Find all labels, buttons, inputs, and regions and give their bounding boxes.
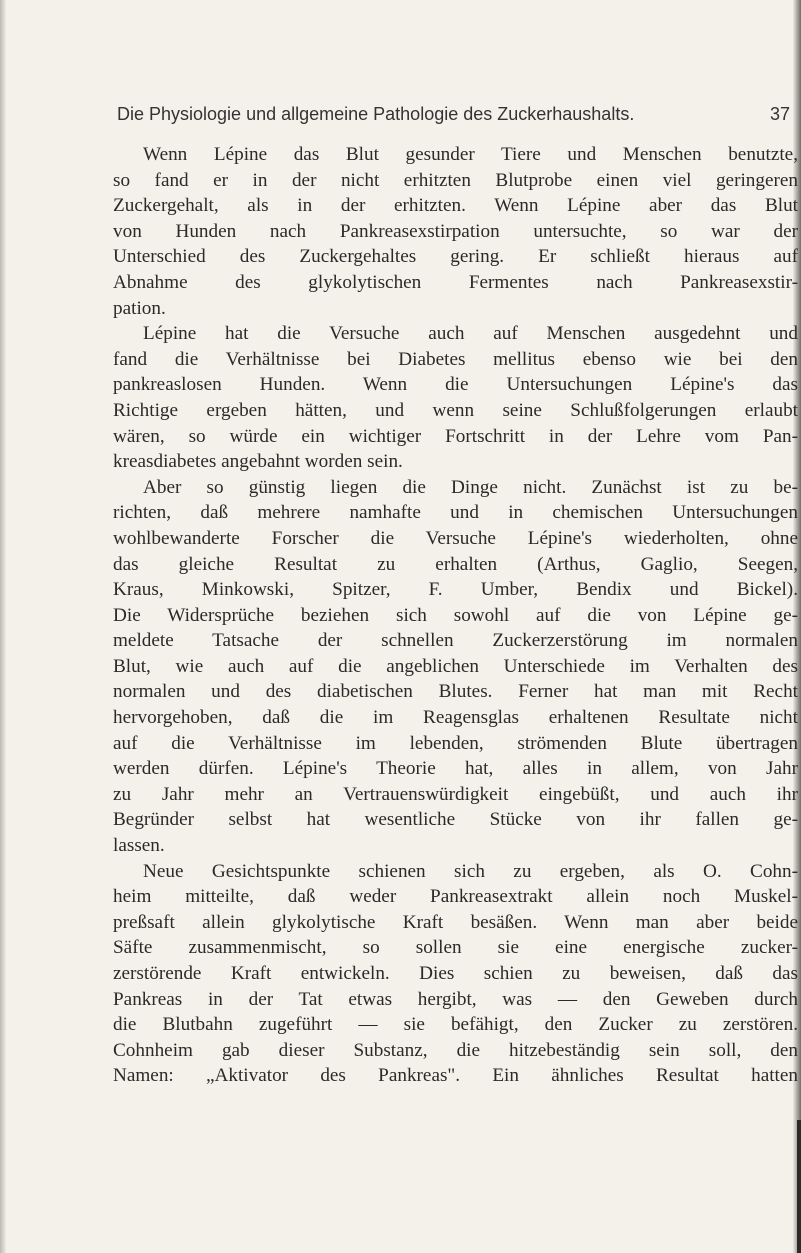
body-text [113, 142, 798, 1089]
text-line: Kraus, Minkowski, Spitzer, F. Umber, Bendix und Bickel). [113, 579, 798, 601]
running-head-title: Die Physiologie und allgemeine Pathologie des Zuckerhaushalts. [117, 104, 635, 124]
text-line: Blut, wie auch auf die angeblichen Unterschiede im Verhalten des [113, 655, 798, 677]
scan-edge-right-dark [797, 1120, 801, 1253]
text-line: von Hunden nach Pankreasexstirpation untersuchte, so war der [113, 220, 798, 242]
text-line: lassen. [113, 835, 165, 857]
text-line: Zuckergehalt, als in der erhitzten. Wenn Lépine aber das Blut [113, 195, 798, 217]
text-line: kreasdiabetes angebahnt worden sein. [113, 451, 403, 473]
text-line: Unterschied des Zuckergehaltes gering. Er schließt hieraus auf [113, 246, 798, 268]
text-line: die Blutbahn zugeführt — sie befähigt, den Zucker zu zerstören. [113, 1014, 798, 1036]
running-head [113, 104, 798, 134]
text-line: werden dürfen. Lépine's Theorie hat, alles in allem, von Jahr [113, 758, 798, 780]
text-line: so fand er in der nicht erhitzten Blutprobe einen viel geringeren [113, 169, 798, 191]
text-line: richten, daß mehrere namhafte und in chemischen Untersuchungen [113, 502, 798, 524]
text-line: Säfte zusammenmischt, so sollen sie eine energische zucker- [113, 937, 798, 959]
text-line: Lépine hat die Versuche auch auf Menschen ausgedehnt und [143, 323, 798, 345]
text-line: hervorgehoben, daß die im Reagensglas erhaltenen Resultate nicht [113, 707, 798, 729]
text-line: auf die Verhältnisse im lebenden, strömenden Blute übertragen [113, 732, 798, 754]
text-line: Abnahme des glykolytischen Fermentes nach Pankreasexstir- [113, 271, 798, 293]
text-line: Namen: „Aktivator des Pankreas". Ein ähnliches Resultat hatten [113, 1065, 798, 1087]
page-number: 37 [769, 104, 790, 124]
text-line: Pankreas in der Tat etwas hergibt, was — den Geweben durch [113, 988, 798, 1010]
text-line: Die Widersprüche beziehen sich sowohl auf die von Lépine ge- [113, 604, 798, 626]
text-line: normalen und des diabetischen Blutes. Ferner hat man mit Recht [113, 681, 798, 703]
text-line: fand die Verhältnisse bei Diabetes mellitus ebenso wie bei den [113, 348, 798, 370]
text-line: Begründer selbst hat wesentliche Stücke von ihr fallen ge- [113, 809, 798, 831]
text-line: preßsaft allein glykolytische Kraft besäßen. Wenn man aber beide [113, 911, 798, 933]
text-line: wären, so würde ein wichtiger Fortschritt in der Lehre vom Pan- [113, 425, 798, 447]
text-line: heim mitteilte, daß weder Pankreasextrakt allein noch Muskel- [113, 886, 798, 908]
text-line: Richtige ergeben hätten, und wenn seine Schlußfolgerungen erlaubt [113, 399, 798, 421]
text-line: Wenn Lépine das Blut gesunder Tiere und Menschen benutzte, [143, 144, 798, 165]
text-line: zerstörende Kraft entwickeln. Dies schien zu beweisen, daß das [113, 963, 798, 984]
text-line: Neue Gesichtspunkte schienen sich zu ergeben, als O. Cohn- [143, 860, 798, 882]
text-line: pankreaslosen Hunden. Wenn die Untersuchungen Lépine's das [113, 374, 798, 396]
text-line: wohlbewanderte Forscher die Versuche Lépine's wiederholten, ohne [113, 527, 798, 549]
text-line: meldete Tatsache der schnellen Zuckerzerstörung im normalen [113, 630, 798, 652]
text-line: zu Jahr mehr an Vertrauenswürdigkeit eingebüßt, und auch ihr [113, 783, 798, 805]
text-line: Cohnheim gab dieser Substanz, die hitzebeständig sein soll, den [113, 1039, 798, 1061]
text-line: Aber so günstig liegen die Dinge nicht. Zunächst ist zu be- [143, 476, 798, 498]
scan-edge-left [0, 0, 6, 1253]
text-line: pation. [113, 297, 166, 319]
text-line: das gleiche Resultat zu erhalten (Arthus, Gaglio, Seegen, [113, 553, 798, 575]
